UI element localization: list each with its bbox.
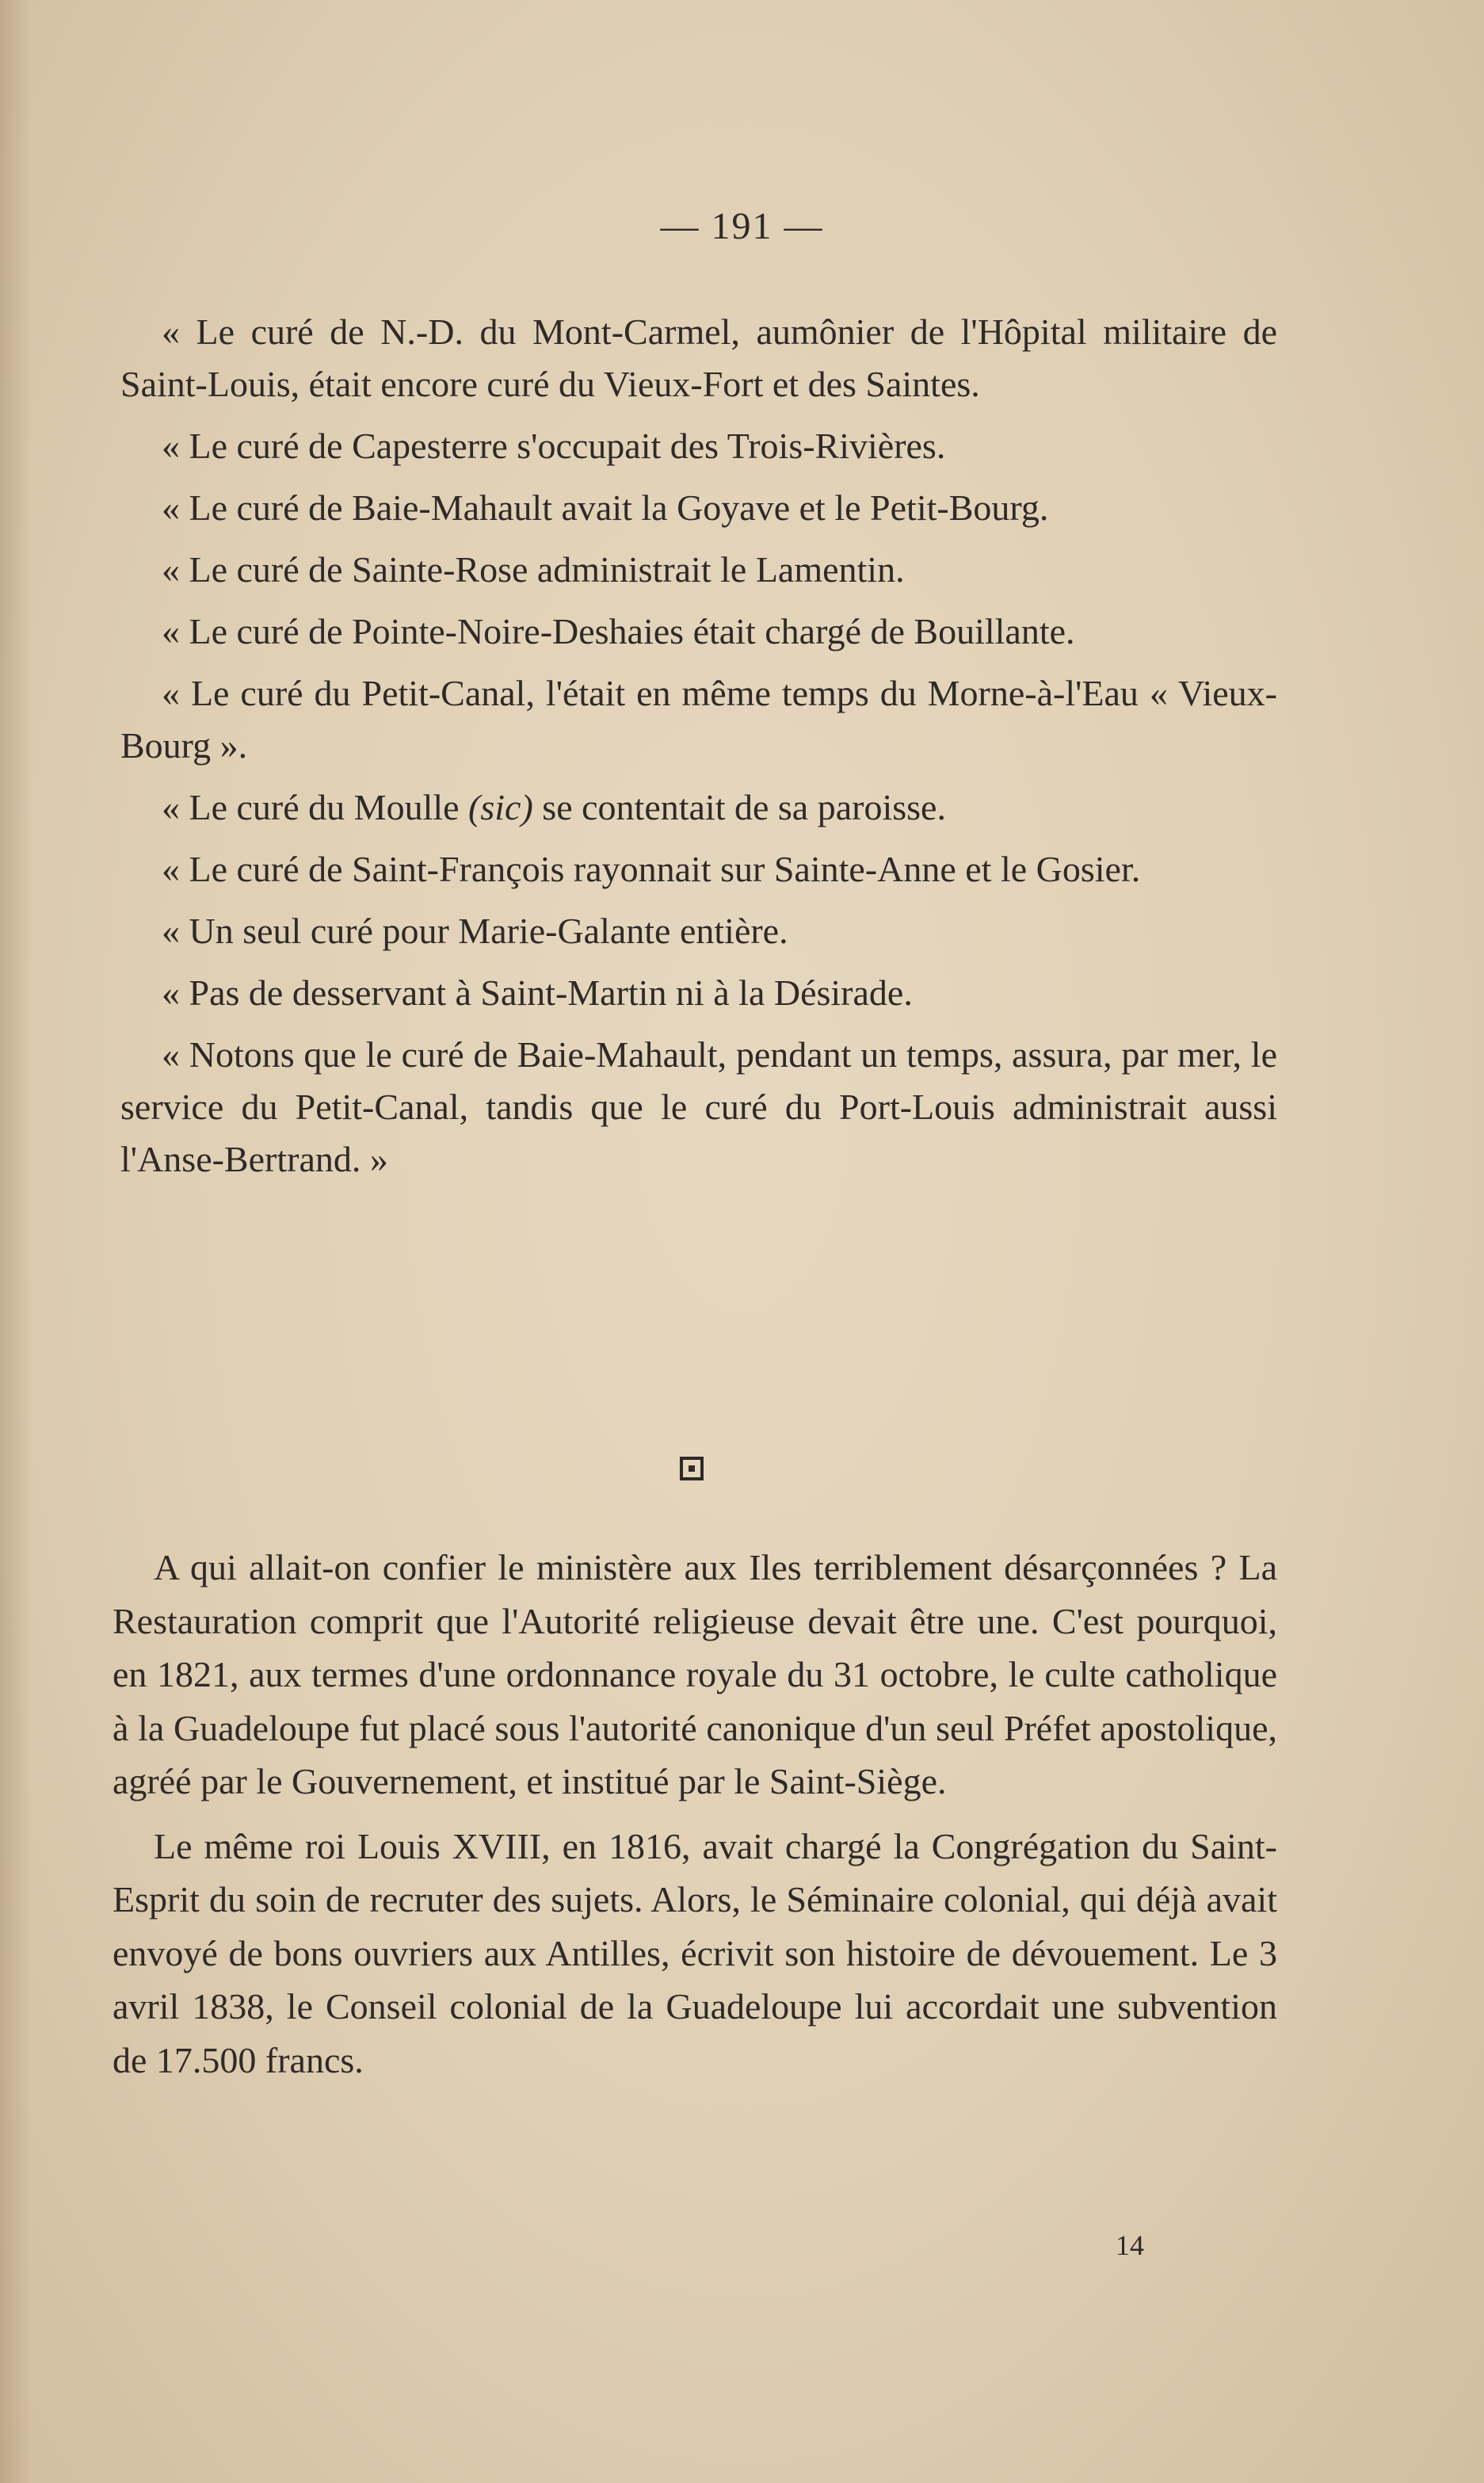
paragraph: « Un seul curé pour Marie-Galante entière. <box>162 911 788 951</box>
paragraph: « Le curé de Capesterre s'occupait des Trois-Rivières. <box>162 426 946 466</box>
parish-list-block <box>120 306 1277 1195</box>
signature-mark: 14 <box>1116 2229 1144 2261</box>
paragraph: « Le curé de Sainte-Rose administrait le Lamentin. <box>162 549 905 590</box>
paragraph: « Notons que le curé de Baie-Mahault, pendant un temps, assura, par mer, le service du Petit-Canal, tandis que le curé du Port-Louis administrait aussi l'Anse-Bertrand. » <box>120 1034 1277 1179</box>
paragraph: « Pas de desservant à Saint-Martin ni à la Désirade. <box>162 972 913 1013</box>
section-separator-icon <box>680 1457 704 1480</box>
paragraph: Le même roi Louis XVIII, en 1816, avait chargé la Congrégation du Saint-Esprit du soin de recruter des sujets. Alors, le Séminaire colonial, qui déjà avait envoyé de bons ouvriers aux Antilles, écrivit son histoire de dévouement. Le 3 avril 1838, le Conseil colonial de la Guadeloupe lui accordait une subvention de 17.500 francs. <box>113 1825 1277 2080</box>
paragraph: « Le curé de N.-D. du Mont-Carmel, aumônier de l'Hôpital militaire de Saint-Louis, était encore curé du Vieux-Fort et des Saintes. <box>120 311 1277 404</box>
paragraph: « Le curé de Saint-François rayonnait sur Sainte-Anne et le Gosier. <box>162 849 1141 889</box>
paragraph: « Le curé de Pointe-Noire-Deshaies était chargé de Bouillante. <box>162 611 1075 651</box>
page-edge-shadow <box>0 0 32 2483</box>
page-number: — 191 — <box>660 205 824 247</box>
paragraph: « Le curé du Petit-Canal, l'était en même temps du Morne-à-l'Eau « Vieux-Bourg ». <box>120 673 1277 766</box>
paragraph: « Le curé de Baie-Mahault avait la Goyave et le Petit-Bourg. <box>162 487 1049 528</box>
paragraph: A qui allait-on confier le ministère aux Iles terriblement désarçonnées ? La Restauration comprit que l'Autorité religieuse devait être une. C'est pourquoi, en 1821, aux termes d'une ordonnance royale du 31 octobre, le culte catholique à la Guadeloupe fut placé sous l'autorité canonique d'un seul Préfet apostolique, agréé par le Gouvernement, et institué par le Saint-Siège. <box>113 1547 1277 1801</box>
narrative-block <box>113 1541 1277 2098</box>
paragraph: « Le curé du Moulle (sic) se contentait de sa paroisse. <box>162 787 946 827</box>
